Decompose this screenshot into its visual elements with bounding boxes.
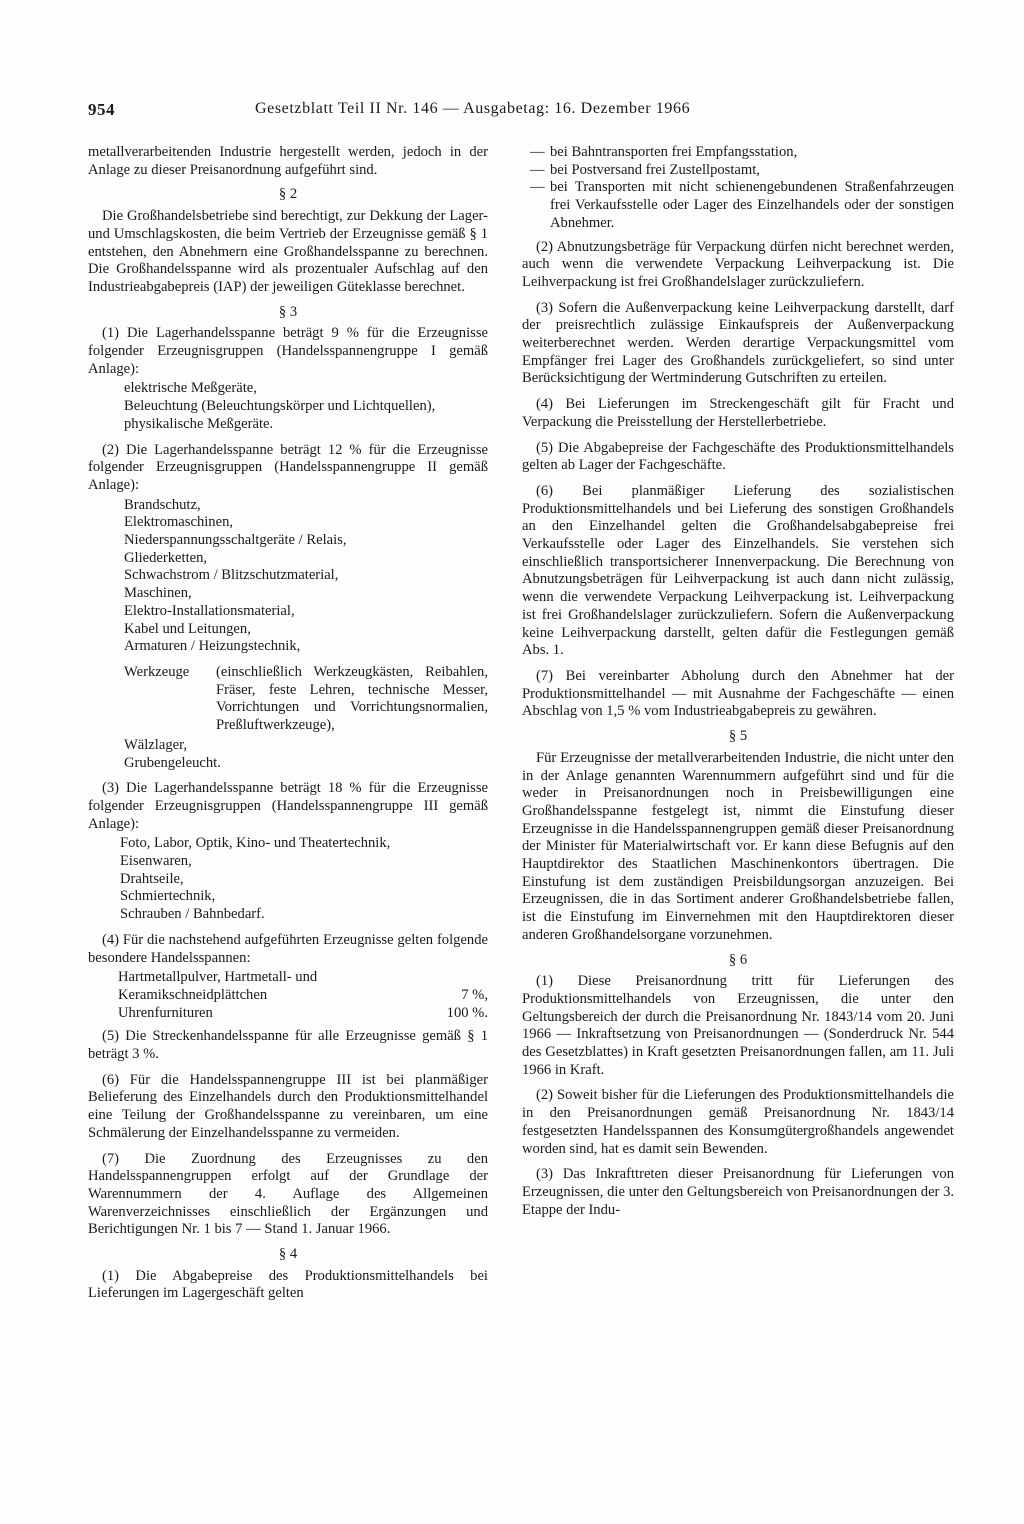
section-3-paragraph-2: (2) Die Lagerhandelsspanne beträgt 12 % für die Erzeugnisse folgender Erzeugnisgruppen (Handelsspannengruppe II gemäß Anlage): [88, 441, 488, 493]
list-item: Drahtseile, [120, 870, 184, 887]
section-3-paragraph-7: (7) Die Zuordnung des Erzeugnisses zu den Handelsspannengruppen erfolgt auf der Grundlage der Warennummern der 4. Auflage des Allgemeinen Warenverzeichnisses einschließlich der Ergänzungen und Berichtigungen Nr. 1 bis 7 — Stand 1. Januar 1966. [88, 1150, 488, 1238]
list-item: Eisenwaren, [120, 853, 192, 870]
section-6-paragraph-3: (3) Das Inkrafttreten dieser Preisanordnung für Lieferungen von Erzeugnissen, die unter den Geltungsbereich von Preisanordnungen der 3. Etappe der Indu- [522, 1166, 955, 1218]
section-4-paragraph-1: (1) Die Abgabepreise des Produktionsmittelhandels bei Lieferungen im Lagergeschäft gelten [88, 1267, 488, 1302]
list-item: Schrauben / Bahnbedarf. [120, 906, 265, 923]
section-4-paragraph-3: (3) Sofern die Außenverpackung keine Leihverpackung darstellt, darf der preisrechtlich zulässige Einkaufspreis der Außenverpackung weiterberechnet werden. Werden derartige Verpackungsmittel vom Empfänger frei Lager des Großhandels zurückgeliefert, so sind unter Berücksichtigung der Wertminderung Gutschriften zu erteilen. [522, 299, 954, 387]
section-4-paragraph-6: (6) Bei planmäßiger Lieferung des sozialistischen Produktionsmittelhandels und bei Lieferung des sonstigen Großhandels an den Einzelhandel gelten die Großhandelsabgabepreise frei Verkaufsstelle oder Lager des Einzelhandels. Sie verstehen sich einschließlich transportsicherer Innenverpackung. Die Berechnung von Abnutzungsbeträgen für Leihverpackung ist auch dann nicht zulässig, wenn die verwendete Verpackung Leihverpackung ist. Leihverpackung ist frei Großhandelslager zurückzuliefern. Sofern die Außenverpackung keine Leihverpackung darstellt, gelten dafür die Festlegungen gemäß Abs. 1. [522, 482, 954, 659]
list-item: physikalische Meßgeräte. [124, 415, 274, 432]
delivery-item: — bei Postversand frei Zustellpostamt, [522, 162, 954, 180]
delivery-text: bei Bahntransporten frei Empfangsstation, [550, 144, 798, 160]
list-item: Schwachstrom / Blitzschutzmaterial, [124, 567, 339, 584]
section-3-paragraph-6: (6) Für die Handelsspannengruppe III ist bei planmäßiger Belieferung des Einzelhandels durch den Produktionsmittelhandel eine Teilung der Großhandelsspanne zu vereinbaren, um eine Schmälerung der Einzelhandelsspanne zu vermeiden. [88, 1071, 488, 1141]
list-item: Brandschutz, [124, 496, 201, 513]
werkzeuge-text: (einschließlich Werkzeugkästen, Reibahlen, Fräser, feste Lehren, technische Messer, Vorrichtungen und Vorrichtungsnormalien, Preßluftwerkzeuge), [216, 663, 488, 734]
list-item: Armaturen / Heizungstechnik, [124, 638, 301, 655]
header-title: Gesetzblatt Teil II Nr. 146 — Ausgabetag: 16. Dezember 1966 [255, 100, 691, 117]
section-4-paragraph-4: (4) Bei Lieferungen im Streckengeschäft gilt für Fracht und Verpackung die Preisstellung der Herstellerbetriebe. [522, 396, 954, 430]
delivery-item: — bei Transporten mit nicht schienengebundenen Straßenfahrzeugen frei Verkaufsstelle oder Lager des Einzelhandels oder der sonstigen Abnehmer. [530, 179, 954, 231]
list-item: Wälzlager, [124, 736, 188, 753]
list-item: Elektromaschinen, [124, 514, 234, 531]
delivery-text: bei Postversand frei Zustellpostamt, [550, 161, 760, 178]
list-item: Grubengeleucht. [124, 754, 221, 771]
list-item: Schmiertechnik, [120, 888, 216, 905]
werkzeuge-item [88, 664, 488, 735]
werkzeuge-label: Werkzeuge [124, 663, 190, 680]
row-name: Keramikschneidplättchen [118, 986, 268, 1003]
list-item: Beleuchtung (Beleuchtungskörper und Lichtquellen), [124, 398, 436, 415]
section-heading-4: § 4 [278, 1246, 298, 1263]
table-row [118, 1005, 488, 1023]
section-3-paragraph-3: (3) Die Lagerhandelsspanne beträgt 18 % für die Erzeugnisse folgender Erzeugnisgruppen (Handelsspannengruppe III gemäß Anlage): [88, 780, 488, 832]
section-5-text: Für Erzeugnisse der metallverarbeitenden Industrie, die nicht unter den in der Anlage genannten Warennummern aufgeführt sind und für die weder in Preisanordnungen noch in Preisbewilligungen eine Großhandelsspanne festgelegt ist, nimmt die Einstufung dieser Erzeugnisse in die Handelsspannengruppen gemäß dieser Preisanordnung der Minister für Materialwirtschaft vor. Er kann diese Befugnis auf den Hauptdirektor des Staatlichen Maschinenkontors übertragen. Die Einstufung ist dem zuständigen Preisbildungsorgan anzuzeigen. Bei Erzeugnissen, die in das Sortiment anderer Großhandelsbetriebe fallen, ist die Einstufung im Einvernehmen mit den Hauptdirektoren dieser anderen Großhandelsorgane vorzunehmen. [522, 749, 954, 943]
section-3-paragraph-5: (5) Die Streckenhandelsspanne für alle Erzeugnisse gemäß § 1 beträgt 3 %. [88, 1028, 488, 1063]
delivery-item: — bei Bahntransporten frei Empfangsstation, [522, 144, 954, 162]
section-6-paragraph-2: (2) Soweit bisher für die Lieferungen des Produktionsmittelhandels die in den Preisanordnungen gemäß Preisanordnung Nr. 1843/14 festgesetzten Handelsspannen des Konsumgütergroßhandels angewendet worden sind, hat es damit sein Bewenden. [522, 1087, 954, 1157]
row-percent: 7 %, [461, 986, 488, 1003]
row-percent: 100 %. [446, 1004, 488, 1021]
section-6-paragraph-1: (1) Diese Preisanordnung tritt für Lieferungen des Produktionsmittelhandels von Erzeugnissen, die unter den Geltungsbereich der durch die Preisanordnung Nr. 1843/14 vom 20. Juni 1966 — Inkraftsetzung von Preisanordnungen — (Sonderdruck Nr. 544 des Gesetzblattes) in Kraft gesetzten Preisanordnungen fallen, am 11. Juli 1966 in Kraft. [522, 973, 954, 1078]
table-row [118, 969, 488, 987]
list-item: Maschinen, [124, 585, 192, 602]
page-header [88, 100, 964, 126]
section-heading-2: § 2 [278, 186, 298, 203]
delivery-text: bei Transporten mit nicht schienengebundenen Straßenfahrzeugen frei Verkaufsstelle oder Lager des Einzelhandels oder der sonstigen Abnehmer. [550, 179, 954, 231]
row-name: Uhrenfurnituren [118, 1004, 213, 1021]
section-4-paragraph-2: (2) Abnutzungsbeträge für Verpackung dürfen nicht berechnet werden, auch wenn die verwendete Verpackung Leihverpackung ist. Die Leihverpackung ist frei Großhandelslager zurückzuliefern. [522, 238, 954, 290]
row-percent [428, 969, 488, 987]
left-column [88, 144, 488, 1305]
list-item: Gliederketten, [124, 549, 208, 566]
section-3-paragraph-1: (1) Die Lagerhandelsspanne beträgt 9 % für die Erzeugnisse folgender Erzeugnisgruppen (Handelsspannengruppe I gemäß Anlage): [88, 325, 488, 377]
row-name: Hartmetallpulver, Hartmetall- und [118, 969, 318, 986]
intro-paragraph: metallverarbeitenden Industrie hergestellt werden, jedoch in der Anlage zu dieser Preisanordnung aufgeführt sind. [88, 144, 488, 178]
list-item: elektrische Meßgeräte, [124, 380, 257, 397]
section-heading-3: § 3 [278, 303, 298, 320]
list-item: Elektro-Installationsmaterial, [124, 602, 295, 619]
section-heading-5: § 5 [728, 728, 748, 745]
table-row [118, 987, 488, 1005]
page-number: 954 [88, 100, 115, 119]
section-2-text: Die Großhandelsbetriebe sind berechtigt, zur Dekkung der Lager- und Umschlagskosten, die beim Vertrieb der Erzeugnisse gemäß § 1 entstehen, den Abnehmern eine Großhandelsspanne zu berechnen. Die Großhandelsspanne wird als prozentualer Aufschlag auf den Industrieabgabepreis (IAP) der jeweiligen Güteklasse berechnet. [88, 208, 488, 295]
section-3-paragraph-4: (4) Für die nachstehend aufgeführten Erzeugnisse gelten folgende besondere Handelsspannen: [88, 931, 488, 966]
group-1-list [88, 380, 488, 433]
section-4-paragraph-5: (5) Die Abgabepreise der Fachgeschäfte des Produktionsmittelhandels gelten ab Lager der Fachgeschäfte. [522, 439, 954, 474]
list-item: Niederspannungsschaltgeräte / Relais, [124, 532, 347, 549]
group-3-list [88, 835, 488, 924]
group-2-list-end [88, 737, 488, 772]
section-4-paragraph-7: (7) Bei vereinbarter Abholung durch den Abnehmer hat der Produktionsmittelhandel — mit Ausnahme der Fachgeschäfte — einen Abschlag von 1,5 % vom Industrieabgabepreis zu gewähren. [522, 667, 954, 720]
group-2-list [88, 497, 488, 656]
right-column [522, 144, 954, 1221]
list-item: Foto, Labor, Optik, Kino- und Theatertechnik, [120, 835, 391, 852]
special-margins-table [88, 969, 488, 1022]
list-item: Kabel und Leitungen, [124, 620, 251, 637]
section-heading-6: § 6 [728, 951, 748, 968]
